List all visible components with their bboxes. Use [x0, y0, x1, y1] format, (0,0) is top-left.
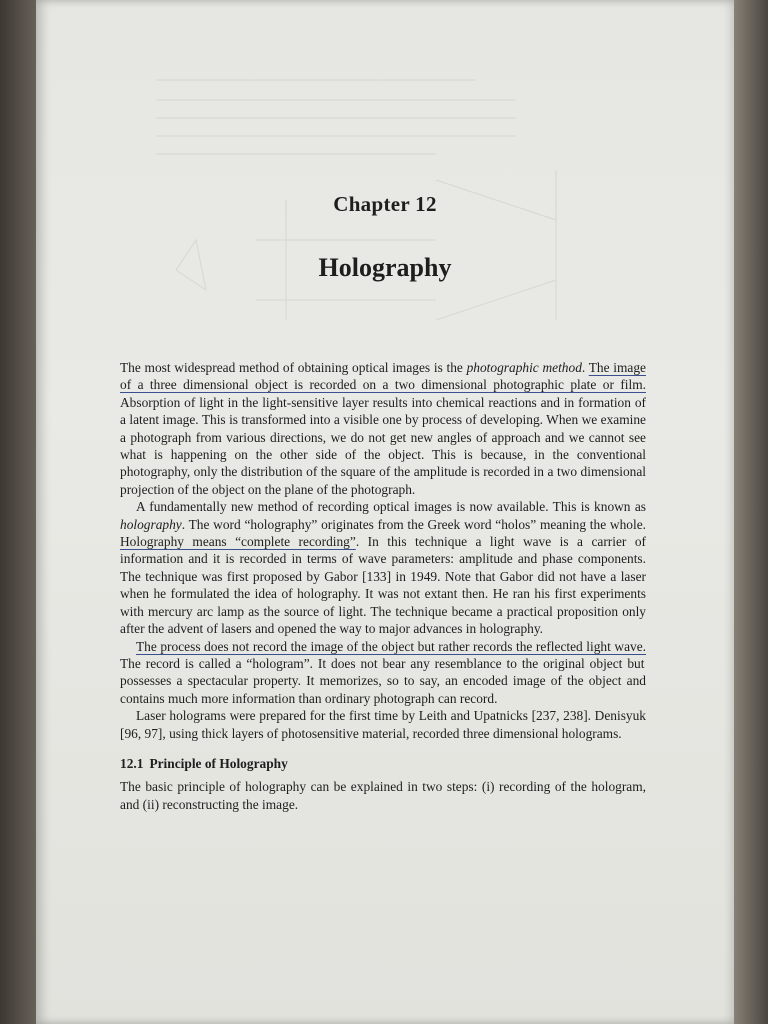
- section-paragraph: The basic principle of holography can be explained in two steps: (i) recording of the hologram, and (ii) reconstructing the image.: [120, 779, 646, 812]
- paragraph-text: . The word “holography” originates from the Greek word “holos” meaning the whole.: [181, 516, 646, 532]
- section-title: Principle of Holography: [149, 755, 288, 771]
- book-page: [36, 0, 734, 1024]
- paragraph-text: The most widespread method of obtaining optical images is the: [120, 360, 467, 375]
- section-heading: [120, 755, 646, 772]
- italic-term: holography: [120, 516, 182, 532]
- underlined-text: The process does not record the image of the object but rather records the reflected light wave.: [136, 638, 646, 654]
- paragraph-text: Absorption of light in the light-sensitive layer results into chemical reactions and in formation of a latent image. This is transformed into a visible one by process of developing. When we examine a photograph from various directions, we do not get new angles of approach and we cannot see what is happening on the other side of the object. This is because, in the conventional photography, only the distribution of the square of the amplitude is recorded in a two dimensional projection of the object on the plane of the photograph.: [120, 394, 646, 497]
- paragraph-text: Laser holograms were prepared for the first time by Leith and Upatnicks [237, 238]. Denisyuk [96, 97], using thick layers of photosensitive material, recorded three dimensional holograms.: [120, 708, 646, 741]
- body-paragraph: [120, 707, 646, 742]
- body-paragraphs: [120, 359, 646, 742]
- chapter-title: Holography: [318, 253, 452, 282]
- section-number: 12.1: [120, 755, 144, 771]
- body-paragraph: [120, 498, 646, 637]
- underlined-text: Holography means “complete recording”: [120, 534, 356, 550]
- paragraph-text: A fundamentally new method of recording optical images is now available. This is known as: [136, 499, 646, 515]
- paragraph-text: The record is called a “hologram”. It does not bear any resemblance to the original object but possesses a spectacular property. It memorizes, so to say, an encoded image of the object and contains much more information than ordinary photograph can record.: [120, 655, 646, 706]
- chapter-number: Chapter 12: [333, 192, 437, 216]
- body-paragraph: [120, 359, 646, 498]
- paragraph-text: . In this technique a light wave is a carrier of information and it is recorded in terms of wave parameters: amplitude and phase components. The technique was first proposed by Gabor [133] in 1949. Note that Gabor did not have a laser when he formulated the idea of holography. It was not extant then. He ran his first experiments with mercury arc lamp as the source of light. The technique became a practical proposition only after the advent of lasers and opened the way to major advances in holography.: [120, 534, 646, 637]
- underlined-text: The image of a three dimensional object is recorded on a two dimensional photographic plate or film.: [120, 360, 646, 393]
- italic-term: photographic method: [466, 360, 582, 375]
- scan-background-left: [0, 0, 40, 1024]
- scan-background-right: [732, 0, 768, 1024]
- body-paragraph: [120, 638, 646, 708]
- paragraph-text: .: [581, 360, 589, 375]
- chapter-body: [120, 359, 646, 813]
